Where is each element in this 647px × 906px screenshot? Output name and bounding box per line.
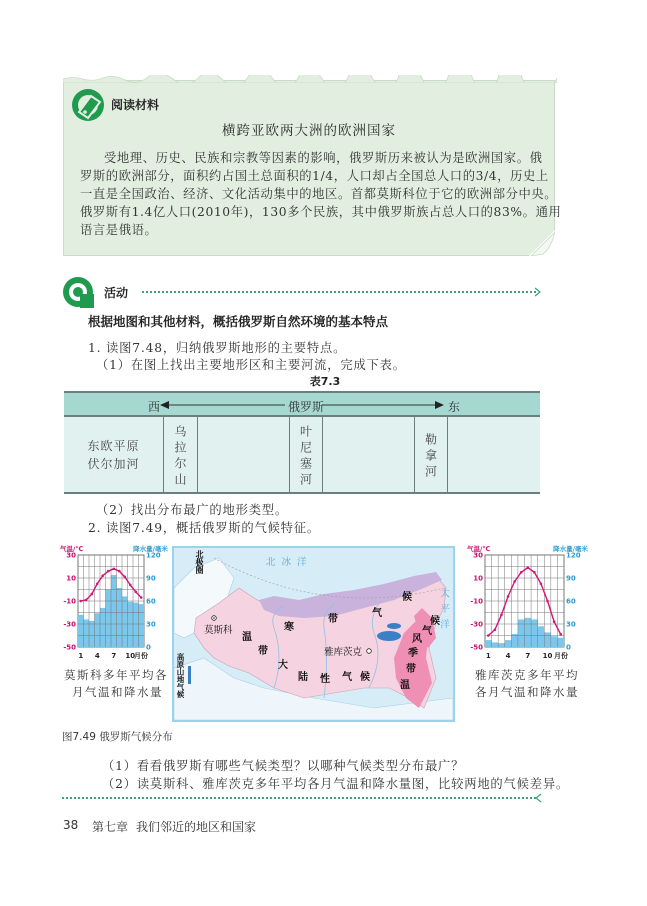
table-cell-blank[interactable] bbox=[447, 417, 540, 492]
svg-text:10: 10 bbox=[473, 574, 483, 583]
svg-text:降水量/毫米: 降水量/毫米 bbox=[133, 545, 168, 553]
cold-climate-char: 候 bbox=[402, 592, 412, 603]
svg-text:10: 10 bbox=[66, 574, 76, 583]
activity-heading: 根据地图和其他材料，概括俄罗斯自然环境的基本特点 bbox=[88, 314, 389, 329]
page-curl-decoration bbox=[529, 230, 555, 256]
table-center-label: 俄罗斯 bbox=[288, 400, 325, 414]
yakutsk-climate-chart bbox=[465, 543, 590, 665]
svg-text:120: 120 bbox=[566, 551, 581, 560]
monsoon-climate-char: 风 bbox=[412, 634, 422, 645]
svg-text:60: 60 bbox=[146, 597, 156, 606]
svg-text:4: 4 bbox=[94, 652, 100, 660]
table-cell-lena-river bbox=[414, 417, 447, 492]
arctic-ocean-label: 北冰洋 bbox=[266, 557, 313, 568]
svg-text:120: 120 bbox=[146, 551, 161, 560]
continental-climate-char: 候 bbox=[360, 672, 370, 683]
reading-label: 阅读材料 bbox=[111, 98, 160, 112]
svg-text:-50: -50 bbox=[63, 643, 76, 652]
svg-text:90: 90 bbox=[146, 574, 156, 583]
activity-divider-bottom bbox=[62, 797, 536, 799]
cell-text: 乌拉尔山 bbox=[173, 425, 187, 489]
svg-text:30: 30 bbox=[473, 551, 483, 560]
svg-text:30: 30 bbox=[566, 620, 576, 629]
torn-edge-decoration bbox=[63, 75, 557, 83]
yakutsk-label: 雅库茨克 bbox=[324, 647, 363, 658]
cold-climate-char: 带 bbox=[328, 614, 338, 625]
continental-climate-char: 性 bbox=[320, 674, 330, 685]
svg-text:60: 60 bbox=[566, 597, 576, 606]
svg-text:降水量/毫米: 降水量/毫米 bbox=[553, 545, 588, 553]
reading-title: 横跨亚欧两大洲的欧洲国家 bbox=[222, 123, 396, 139]
continental-climate-char: 陆 bbox=[298, 672, 308, 683]
arrow-left-icon bbox=[160, 400, 285, 410]
arrow-right-icon bbox=[322, 400, 444, 410]
target-icon bbox=[62, 276, 94, 308]
svg-text:月份: 月份 bbox=[134, 652, 148, 660]
yakutsk-chart-caption-2: 各月气温和降水量 bbox=[475, 685, 579, 699]
svg-text:0: 0 bbox=[146, 643, 151, 652]
svg-text:月份: 月份 bbox=[554, 652, 568, 660]
svg-text:7: 7 bbox=[111, 652, 117, 660]
svg-text:90: 90 bbox=[566, 574, 576, 583]
arctic-circle-label: 北极圈 bbox=[195, 550, 204, 574]
svg-text:10: 10 bbox=[125, 652, 136, 660]
question-1-2: （2）找出分布最广的地形类型。 bbox=[96, 503, 288, 517]
continental-climate-char: 大 bbox=[278, 660, 288, 671]
svg-text:-50: -50 bbox=[470, 643, 483, 652]
direction-west: 西 bbox=[148, 400, 161, 414]
monsoon-climate-char: 带 bbox=[406, 664, 416, 675]
monsoon-climate-char: 气 bbox=[422, 626, 432, 637]
svg-text:-30: -30 bbox=[63, 620, 76, 629]
table-header-row bbox=[64, 391, 540, 417]
monsoon-climate-char: 温 bbox=[400, 680, 410, 691]
monsoon-climate-char: 季 bbox=[408, 648, 418, 659]
monsoon-climate-char: 候 bbox=[430, 616, 440, 627]
russia-climate-map bbox=[172, 546, 455, 722]
cell-text: 叶尼塞河 bbox=[298, 425, 313, 489]
cold-climate-char: 寒 bbox=[284, 622, 294, 633]
paragraph-line: 一直是全国政治、经济、文化活动集中的地区。首都莫斯科位于它的欧洲部分中央。 bbox=[80, 187, 558, 201]
moscow-chart-caption-1: 莫斯科多年平均各 bbox=[64, 668, 168, 682]
cell-text: 勒拿河 bbox=[423, 433, 438, 481]
cell-text: 东欧平原 bbox=[87, 439, 140, 453]
svg-text:1: 1 bbox=[78, 652, 84, 660]
table-cell-ural-mountains bbox=[163, 417, 197, 492]
chapter-number: 第七章 bbox=[92, 820, 129, 834]
table-body-row bbox=[64, 417, 540, 494]
continental-climate-char: 带 bbox=[258, 646, 268, 657]
activity-divider-top bbox=[142, 291, 536, 293]
svg-text:30: 30 bbox=[146, 620, 156, 629]
pacific-ocean-label: 太平洋 bbox=[438, 588, 449, 635]
table-cell-yenisei-river bbox=[289, 417, 322, 492]
direction-east: 东 bbox=[448, 400, 461, 414]
chapter-title: 我们邻近的地区和国家 bbox=[136, 820, 257, 834]
cell-text: 伏尔加河 bbox=[87, 457, 140, 471]
svg-text:0: 0 bbox=[566, 643, 571, 652]
question-1: 1. 读图7.48，归纳俄罗斯地形的主要特点。 bbox=[88, 341, 347, 355]
paragraph-line: 语言是俄语。 bbox=[80, 223, 158, 237]
moscow-label: 莫斯科 bbox=[204, 625, 233, 636]
moscow-climate-chart bbox=[58, 543, 170, 665]
question-2-2: （2）读莫斯科、雅库茨克多年平均各月气温和降水量图，比较两地的气候差异。 bbox=[102, 777, 570, 791]
svg-text:7: 7 bbox=[525, 652, 531, 660]
activity-label: 活动 bbox=[104, 286, 129, 300]
question-2-1: （1）看看俄罗斯有哪些气候类型？以哪种气候类型分布最广？ bbox=[102, 759, 465, 773]
continental-climate-char: 气 bbox=[342, 672, 352, 683]
svg-text:30: 30 bbox=[66, 551, 76, 560]
svg-text:-10: -10 bbox=[470, 597, 483, 606]
question-2: 2. 读图7.49，概括俄罗斯的气候特征。 bbox=[88, 521, 320, 535]
climate-chart-svg bbox=[465, 543, 590, 665]
svg-text:气温/℃: 气温/℃ bbox=[467, 545, 491, 553]
svg-text:4: 4 bbox=[505, 652, 511, 660]
table-cell-blank[interactable] bbox=[197, 417, 289, 492]
paragraph-line: 受地理、历史、民族和宗教等因素的影响，俄罗斯历来被认为是欧洲国家。俄 bbox=[104, 151, 543, 165]
table-title: 表7.3 bbox=[309, 375, 341, 388]
svg-text:-30: -30 bbox=[470, 620, 483, 629]
climate-chart-svg bbox=[58, 543, 170, 665]
paragraph-line: 俄罗斯有1.4亿人口(2010年)，130多个民族，其中俄罗斯族占总人口的83%。通用 bbox=[80, 205, 562, 219]
cold-climate-char: 气 bbox=[372, 608, 382, 619]
table-cell-blank[interactable] bbox=[322, 417, 414, 492]
svg-text:-10: -10 bbox=[63, 597, 76, 606]
table-cell-east-european-plain bbox=[64, 417, 163, 492]
activity-icon bbox=[62, 276, 94, 312]
reading-paragraph bbox=[80, 149, 562, 239]
svg-text:1: 1 bbox=[485, 652, 491, 660]
yakutsk-chart-caption-1: 雅库茨克多年平均 bbox=[475, 668, 579, 682]
paragraph-line: 罗斯的欧洲部分，面积约占国土总面积的1/4，人口却占全国总人口的3/4，历史上 bbox=[80, 169, 549, 183]
figure-caption: 图7.49 俄罗斯气候分布 bbox=[62, 731, 173, 743]
terrain-table bbox=[64, 391, 540, 494]
page-number: 38 bbox=[63, 818, 79, 832]
arrow-right-icon bbox=[534, 287, 542, 297]
svg-text:10: 10 bbox=[542, 652, 553, 660]
moscow-chart-caption-2: 月气温和降水量 bbox=[72, 685, 163, 699]
svg-text:气温/℃: 气温/℃ bbox=[60, 545, 84, 553]
continental-climate-char: 温 bbox=[242, 632, 252, 643]
question-1-1: （1）在图上找出主要地形区和主要河流，完成下表。 bbox=[96, 358, 406, 372]
arrow-left-icon bbox=[534, 793, 542, 803]
tag-icon bbox=[71, 88, 105, 122]
highland-climate-label: 高原山地气候 bbox=[176, 653, 185, 698]
